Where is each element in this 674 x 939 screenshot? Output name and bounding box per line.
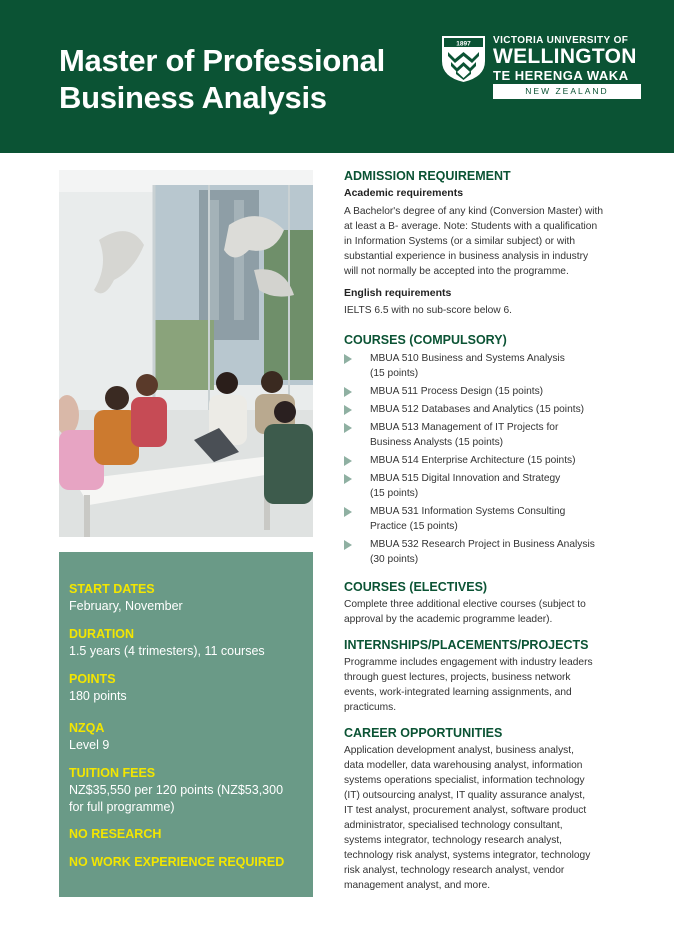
info-value: 1.5 years (4 trimesters), 11 courses bbox=[69, 644, 265, 658]
list-item bbox=[344, 351, 616, 381]
section-heading: CAREER OPPORTUNITIES bbox=[344, 726, 503, 740]
admission-section bbox=[344, 168, 616, 318]
list-item bbox=[344, 402, 616, 417]
info-label: DURATION bbox=[69, 627, 135, 641]
section-heading: COURSES (COMPULSORY) bbox=[344, 333, 507, 347]
page-title bbox=[59, 42, 385, 116]
course-line: MBUA 514 Enterprise Architecture (15 points) bbox=[370, 455, 576, 466]
logo-text-line-2: WELLINGTON bbox=[493, 45, 637, 68]
title-line-2: Business Analysis bbox=[59, 80, 327, 115]
section-heading: INTERNSHIPS/PLACEMENTS/PROJECTS bbox=[344, 638, 589, 652]
course-line: MBUA 532 Research Project in Business Analysis bbox=[370, 539, 595, 550]
play-arrow-icon bbox=[344, 354, 352, 364]
text-line: approval by the academic programme leader). bbox=[344, 614, 553, 625]
play-arrow-icon bbox=[344, 507, 352, 517]
internships-text bbox=[344, 655, 616, 715]
info-value: February, November bbox=[69, 599, 183, 613]
info-label: TUITION FEES bbox=[69, 766, 156, 780]
students-photo-illustration bbox=[59, 170, 313, 537]
course-list bbox=[344, 351, 616, 567]
text-line: will not normally be accepted into the programme. bbox=[344, 266, 569, 277]
course-line: MBUA 510 Business and Systems Analysis bbox=[370, 353, 565, 364]
play-arrow-icon bbox=[344, 405, 352, 415]
text-line: IT test analyst, procurement analyst, software product bbox=[344, 805, 587, 816]
text-line: at least a B- average. Note: Students with a qualification bbox=[344, 221, 598, 232]
info-start-dates bbox=[69, 581, 309, 615]
section-heading: ADMISSION REQUIREMENT bbox=[344, 169, 511, 183]
info-value: Level 9 bbox=[69, 738, 110, 752]
title-line-1: Master of Professional bbox=[59, 43, 385, 78]
info-tuition-fees bbox=[69, 765, 309, 816]
text-line: systems operations specialist, information technology bbox=[344, 775, 585, 786]
list-item bbox=[344, 453, 616, 468]
play-arrow-icon bbox=[344, 423, 352, 433]
text-line: risk analyst, technology research analyst, vendor bbox=[344, 865, 565, 876]
list-item bbox=[344, 471, 616, 501]
elective-courses-section bbox=[344, 579, 616, 627]
list-item bbox=[344, 420, 616, 450]
careers-section bbox=[344, 725, 616, 893]
text-line: Programme includes engagement with industry leaders bbox=[344, 657, 593, 668]
text-line: A Bachelor's degree of any kind (Conversion Master) with bbox=[344, 206, 604, 217]
text-line: data modeller, data warehousing analyst, information bbox=[344, 760, 583, 771]
info-value: for full programme) bbox=[69, 800, 175, 814]
english-requirements-text: IELTS 6.5 with no sub-score below 6. bbox=[344, 305, 512, 316]
careers-text bbox=[344, 743, 616, 893]
play-arrow-icon bbox=[344, 456, 352, 466]
text-line: Application development analyst, business analyst, bbox=[344, 745, 574, 756]
info-label: NZQA bbox=[69, 721, 105, 735]
course-line: MBUA 515 Digital Innovation and Strategy bbox=[370, 473, 561, 484]
programme-info-panel bbox=[59, 552, 313, 897]
academic-requirements-heading: Academic requirements bbox=[344, 187, 464, 199]
info-label: START DATES bbox=[69, 582, 155, 596]
course-line: MBUA 511 Process Design (15 points) bbox=[370, 386, 544, 397]
info-value: NZ$35,550 per 120 points (NZ$53,300 bbox=[69, 783, 284, 797]
play-arrow-icon bbox=[344, 540, 352, 550]
english-requirements-heading: English requirements bbox=[344, 287, 452, 299]
text-line: management analyst, and more. bbox=[344, 880, 491, 891]
header-banner bbox=[0, 0, 674, 153]
shield-crest-icon bbox=[441, 35, 486, 83]
list-item bbox=[344, 504, 616, 534]
info-label: POINTS bbox=[69, 672, 116, 686]
logo-country: NEW ZEALAND bbox=[493, 84, 641, 99]
play-arrow-icon bbox=[344, 474, 352, 484]
text-line: in Information Systems (or a similar subject) or with bbox=[344, 236, 575, 247]
info-label: NO RESEARCH bbox=[69, 827, 162, 841]
text-line: through guest lectures, projects, business network bbox=[344, 672, 571, 683]
text-line: Complete three additional elective courses (subject to bbox=[344, 599, 586, 610]
logo-text-line-1: VICTORIA UNIVERSITY OF bbox=[493, 35, 629, 46]
text-line: substantial experience in business analysis in industry bbox=[344, 251, 589, 262]
info-duration bbox=[69, 626, 309, 660]
students-photo bbox=[59, 170, 313, 537]
course-line: (15 points) bbox=[370, 368, 419, 379]
text-line: administrator, specialised technology consultant, bbox=[344, 820, 563, 831]
info-no-work-experience bbox=[69, 854, 309, 871]
course-line: (30 points) bbox=[370, 554, 419, 565]
course-line: Practice (15 points) bbox=[370, 521, 458, 532]
info-value: 180 points bbox=[69, 689, 127, 703]
course-line: MBUA 531 Information Systems Consulting bbox=[370, 506, 566, 517]
info-nzqa bbox=[69, 720, 309, 754]
text-line: technology risk analyst, systems integrator, technology bbox=[344, 850, 591, 861]
list-item bbox=[344, 384, 616, 399]
course-line: MBUA 512 Databases and Analytics (15 points) bbox=[370, 404, 585, 415]
logo-text-line-3: TE HERENGA WAKA bbox=[493, 68, 629, 83]
logo-year: 1897 bbox=[456, 40, 471, 48]
university-logo bbox=[441, 35, 641, 101]
text-line: (IT) outsourcing analyst, IT quality assurance analyst, bbox=[344, 790, 586, 801]
course-line: (15 points) bbox=[370, 488, 419, 499]
course-line: Business Analysts (15 points) bbox=[370, 437, 504, 448]
info-points bbox=[69, 671, 309, 705]
section-heading: COURSES (ELECTIVES) bbox=[344, 580, 488, 594]
play-arrow-icon bbox=[344, 387, 352, 397]
text-line: systems integrator, technology research analyst, bbox=[344, 835, 563, 846]
info-no-research bbox=[69, 826, 309, 843]
internships-section bbox=[344, 637, 616, 715]
text-line: events, work-integrated learning assignments, and bbox=[344, 687, 572, 698]
details-column bbox=[344, 168, 616, 893]
text-line: practicums. bbox=[344, 702, 397, 713]
academic-requirements-text bbox=[344, 204, 616, 279]
electives-text bbox=[344, 597, 616, 627]
compulsory-courses-section bbox=[344, 332, 616, 567]
list-item bbox=[344, 537, 616, 567]
info-label: NO WORK EXPERIENCE REQUIRED bbox=[69, 855, 285, 869]
course-line: MBUA 513 Management of IT Projects for bbox=[370, 422, 559, 433]
